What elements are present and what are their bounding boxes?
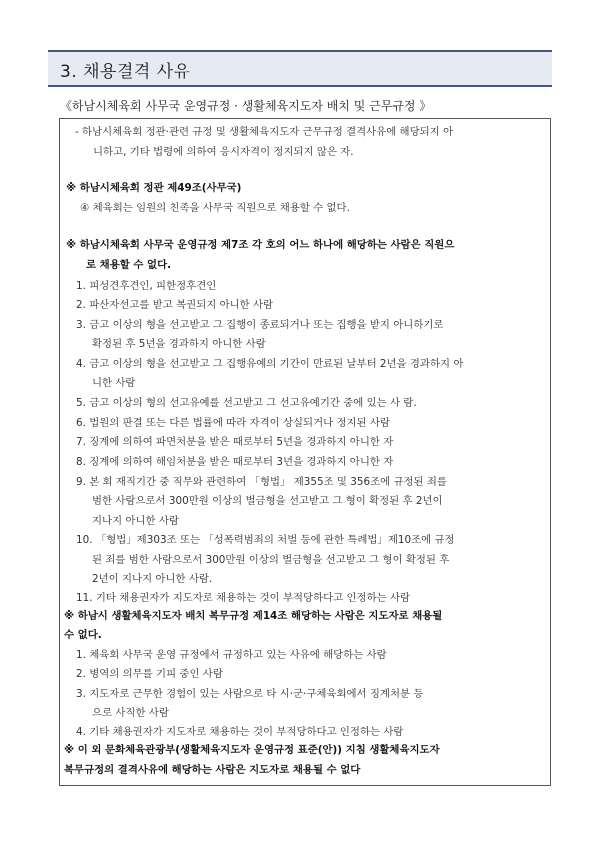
ministry-note-2: 복무규정의 결격사유에 해당하는 사람은 지도자로 채용될 수 없다: [64, 764, 361, 776]
list-item: 2. 파산자선고를 받고 복권되지 아니한 사람: [76, 299, 274, 311]
list-item: 7. 징계에 의하여 파면처분을 받은 때로부터 5년을 경과하지 아니한 자: [76, 436, 394, 448]
disqualification-box: [59, 118, 551, 786]
list-item: 3. 지도자로 근무한 경험이 있는 사람으로 타 시·군·구체육회에서 징계처분 등: [76, 688, 424, 700]
coach-rules-heading-1: ※ 하남시 생활체육지도자 배치 복무규정 제14조 해당하는 사람은 지도자로 채용될: [64, 610, 443, 622]
regulation-subtitle: 《하남시체육회 사무국 운영규정 · 생활체육지도자 배치 및 근무규정 》: [60, 99, 432, 113]
office-rules-heading-1: ※ 하남시체육회 사무국 운영규정 제7조 각 호의 어느 하나에 해당하는 사람은 직원으: [66, 239, 455, 251]
list-item: 1. 피성견후견인, 피한정후견인: [76, 280, 217, 292]
intro-line-2: 니하고, 기타 법령에 의하여 응시자격이 정지되지 않은 자.: [93, 146, 354, 158]
list-item: 니한 사람: [92, 377, 136, 389]
list-item: 5. 금고 이상의 형의 선고유예를 선고받고 그 선고유예기간 중에 있는 사 람.: [76, 397, 417, 409]
list-item: 된 죄를 범한 사람으로서 300만원 이상의 벌금형을 선고받고 그 형이 확정된 후: [92, 554, 450, 566]
section-title: 3. 채용결격 사유: [60, 62, 191, 82]
list-item: 4. 기타 채용권자가 지도자로 채용하는 것이 부적당하다고 인정하는 사람: [76, 726, 404, 738]
list-item: 범한 사람으로서 300만원 이상의 벌금형을 선고받고 그 형이 확정된 후 2년이: [92, 495, 443, 507]
list-item: 확정된 후 5년을 경과하지 아니한 사람: [92, 338, 266, 350]
ministry-note-1: ※ 이 외 문화체육관광부(생활체육지도자 운영규정 표준(안)) 지침 생활체육지도자: [64, 744, 440, 756]
list-item: 4. 금고 이상의 형을 선고받고 그 집행유예의 기간이 만료된 날부터 2년을 경과하지 아: [76, 358, 464, 370]
list-item: 10. 「형법」제303조 또는 「성폭력범죄의 처벌 등에 관한 특례법」제10조에 규정: [76, 534, 455, 546]
list-item: 3. 금고 이상의 형을 선고받고 그 집행이 종료되거나 또는 집행을 받지 아니하기로: [76, 319, 444, 331]
list-item: 2. 병역의 의무를 기피 중인 사람: [76, 668, 223, 680]
list-item: 2년이 지나지 아니한 사람.: [92, 573, 213, 585]
charter-heading: ※ 하남시체육회 정관 제49조(사무국): [66, 182, 242, 194]
charter-clause: ④ 체육회는 임원의 친족을 사무국 직원으로 채용할 수 없다.: [80, 202, 350, 214]
list-item: 으로 사직한 사람: [92, 707, 169, 719]
list-item: 6. 법원의 판결 또는 다른 법률에 따라 자격이 상실되거나 정지된 사람: [76, 417, 390, 429]
office-rules-heading-2: 로 채용할 수 없다.: [86, 259, 172, 271]
list-item: 9. 본 회 재직기간 중 직무와 관련하여 「형법」 제355조 및 356조에 규정된 죄를: [76, 476, 447, 488]
coach-rules-heading-2: 수 없다.: [64, 629, 102, 641]
list-item: 1. 체육회 사무국 운영 규정에서 규정하고 있는 사유에 해당하는 사람: [76, 649, 387, 661]
intro-line-1: - 하남시체육회 정관·관련 규정 및 생활체육지도자 근무규정 결격사유에 해당되지 아: [75, 126, 454, 138]
list-item: 지나지 아니한 사람: [92, 515, 179, 527]
list-item: 8. 징계에 의하여 해임처분을 받은 때로부터 3년을 경과하지 아니한 자: [76, 456, 394, 468]
list-item: 11. 기타 채용권자가 지도자로 채용하는 것이 부적당하다고 인정하는 사람: [76, 592, 411, 604]
section-header: [48, 50, 552, 87]
